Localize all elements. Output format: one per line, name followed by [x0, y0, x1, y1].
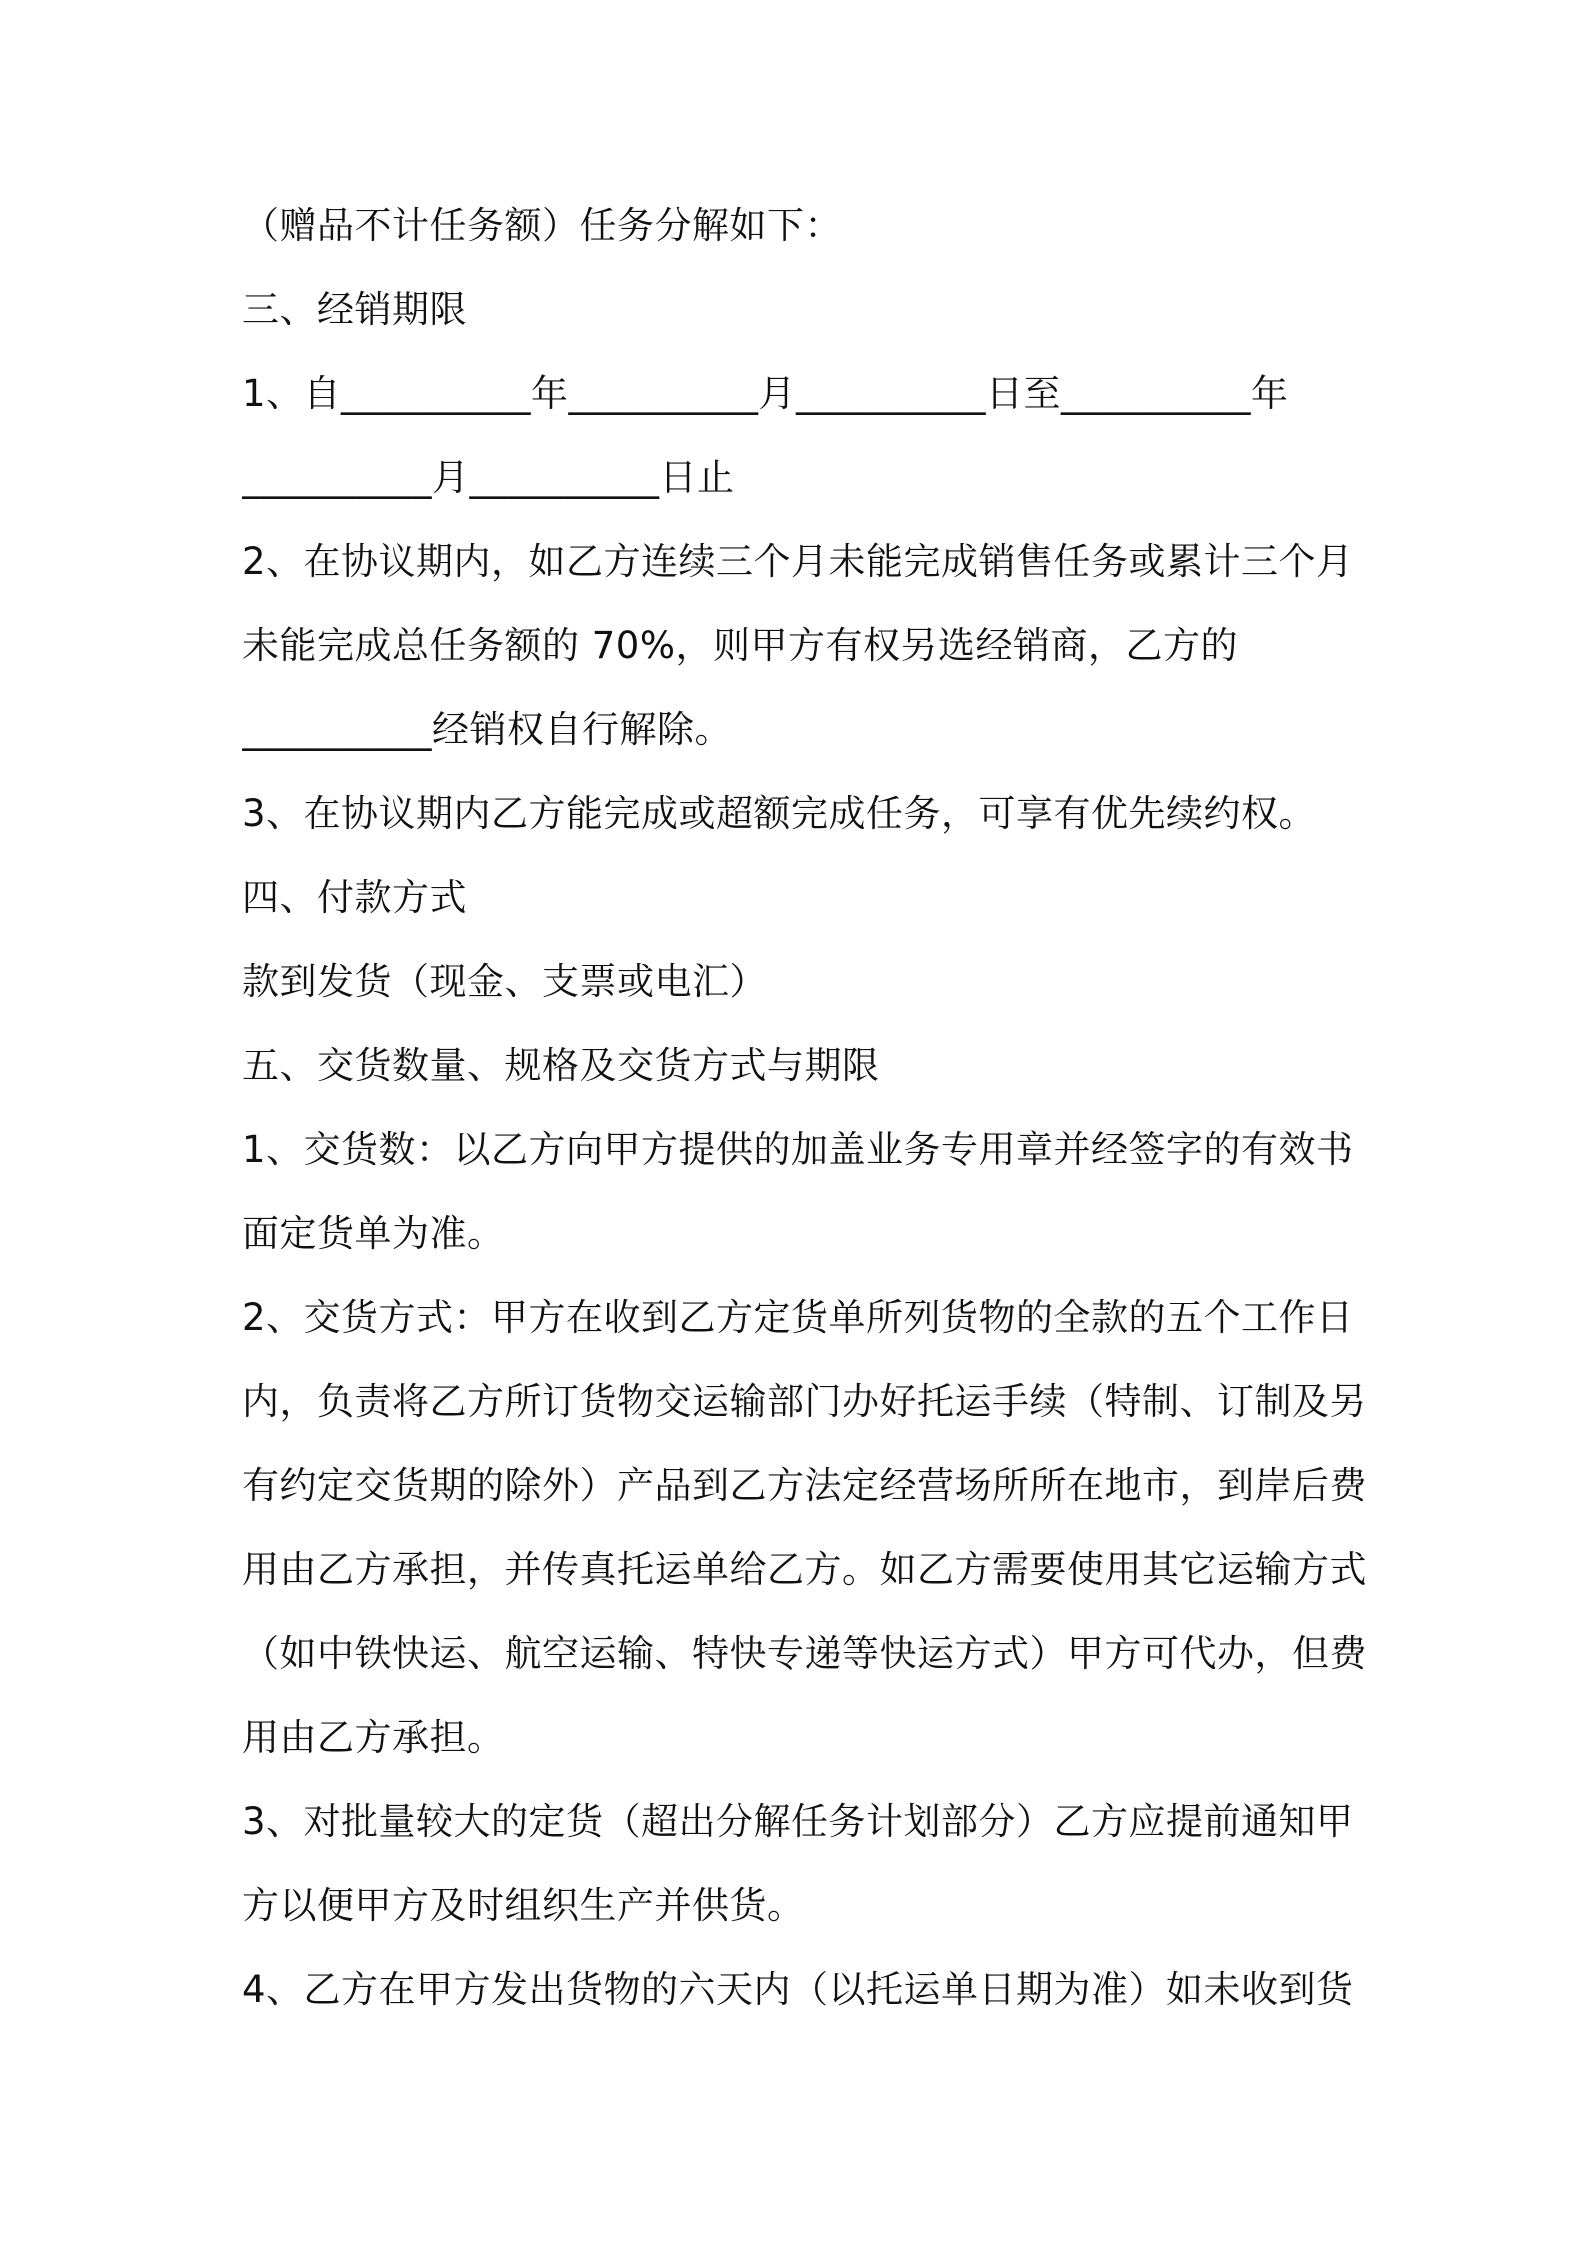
paragraph-line: （赠品不计任务额）任务分解如下： — [242, 204, 842, 247]
paragraph-line: （如中铁快运、航空运输、特快专递等快运方式）甲方可代办，但费 — [242, 1632, 1367, 1675]
paragraph-line: __________月__________日止 — [242, 456, 735, 499]
document-body — [242, 184, 1442, 2032]
section-heading: 四、付款方式 — [242, 876, 467, 919]
paragraph-line: 面定货单为准。 — [242, 1212, 505, 1255]
paragraph-line: 用由乙方承担。 — [242, 1716, 505, 1759]
paragraph-line: 未能完成总任务额的 70%，则甲方有权另选经销商，乙方的 — [242, 624, 1238, 667]
paragraph-line: 用由乙方承担，并传真托运单给乙方。如乙方需要使用其它运输方式 — [242, 1548, 1367, 1591]
paragraph-line: 3、在协议期内乙方能完成或超额完成任务，可享有优先续约权。 — [242, 792, 1317, 835]
paragraph-line: 2、在协议期内，如乙方连续三个月未能完成销售任务或累计三个月 — [242, 540, 1354, 583]
paragraph-line: 内，负责将乙方所订货物交运输部门办好托运手续（特制、订制及另 — [242, 1380, 1367, 1423]
paragraph-line: __________经销权自行解除。 — [242, 708, 732, 751]
paragraph-line: 1、交货数：以乙方向甲方提供的加盖业务专用章并经签字的有效书 — [242, 1128, 1354, 1171]
section-heading: 三、经销期限 — [242, 288, 467, 331]
paragraph-line: 款到发货（现金、支票或电汇） — [242, 960, 767, 1003]
paragraph-line: 4、乙方在甲方发出货物的六天内（以托运单日期为准）如未收到货 — [242, 1968, 1354, 2011]
paragraph-line: 2、交货方式：甲方在收到乙方定货单所列货物的全款的五个工作日 — [242, 1296, 1354, 1339]
paragraph-line: 方以便甲方及时组织生产并供货。 — [242, 1884, 805, 1927]
paragraph-line: 1、自__________年__________月__________日至__________年 — [242, 372, 1289, 415]
section-heading: 五、交货数量、规格及交货方式与期限 — [242, 1044, 880, 1087]
paragraph-line: 3、对批量较大的定货（超出分解任务计划部分）乙方应提前通知甲 — [242, 1800, 1354, 1843]
paragraph-line: 有约定交货期的除外）产品到乙方法定经营场所所在地市，到岸后费 — [242, 1464, 1367, 1507]
